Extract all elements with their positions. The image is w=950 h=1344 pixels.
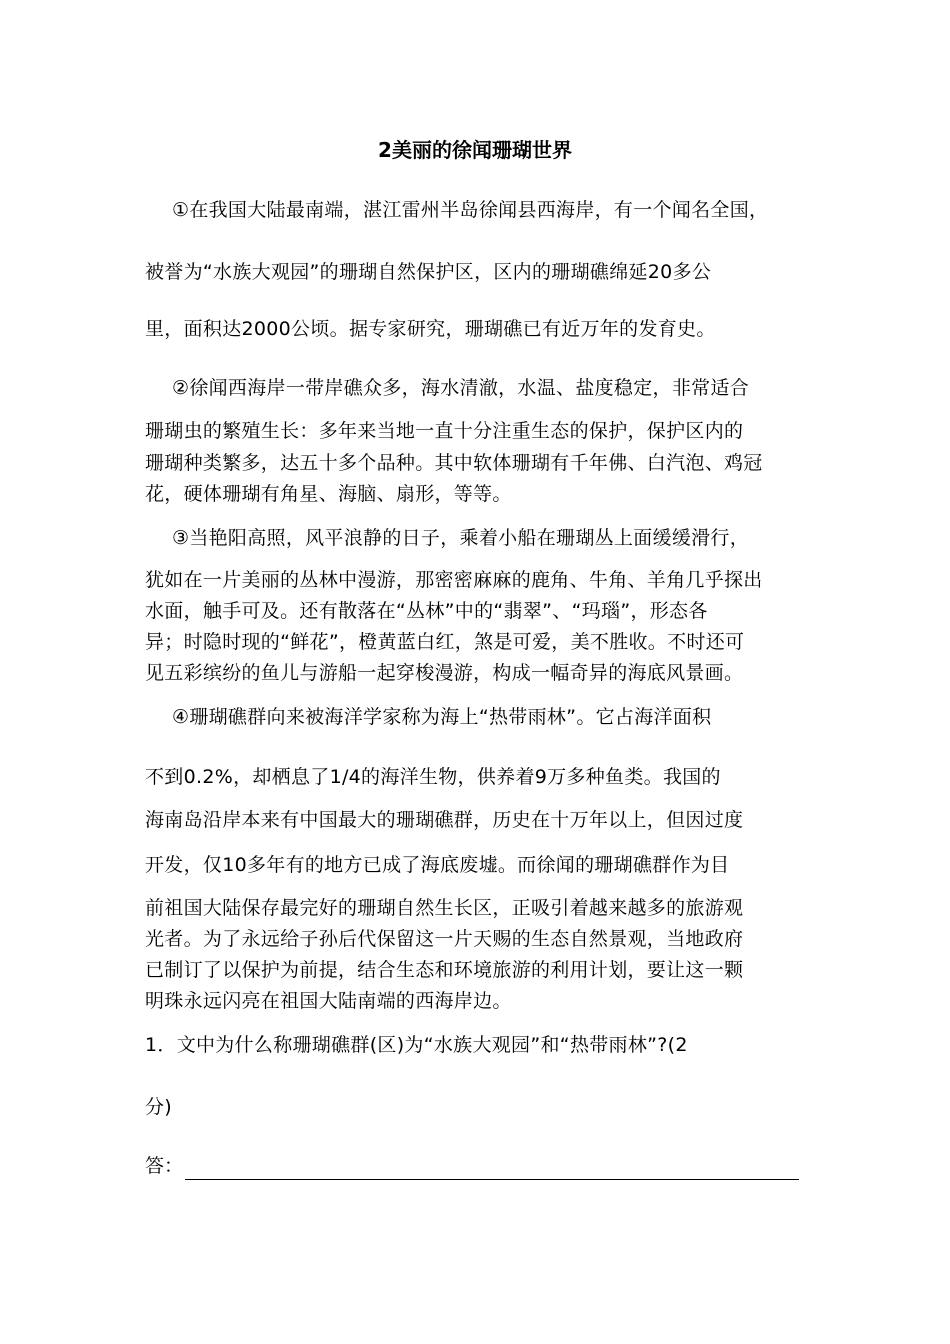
text-line: 已制订了以保护为前提，结合生态和环境旅游的利用计划，要让这一颗 [145, 959, 744, 981]
answer-row [145, 1152, 799, 1180]
answer-blank-line[interactable] [185, 1155, 799, 1180]
question-line: 分) [145, 1096, 173, 1118]
text-line: 光者。为了永远给子孙后代保留这一片天赐的生态自然景观，当地政府 [145, 928, 744, 950]
text-line: 明珠永远闪亮在祖国大陆南端的西海岸边。 [145, 990, 512, 1012]
text-line: 珊瑚虫的繁殖生长：多年来当地一直十分注重生态的保护，保护区内的 [145, 420, 744, 442]
text-line: 水面，触手可及。还有散落在“丛林”中的“翡翠”、“玛瑙”，形态各 [145, 600, 708, 622]
text-line: 花，硬体珊瑚有角星、海脑、扇形，等等。 [145, 483, 512, 505]
text-line: 开发，仅10多年有的地方已成了海底废墟。而徐闻的珊瑚礁群作为目 [145, 854, 730, 876]
text-line: ④珊瑚礁群向来被海洋学家称为海上“热带雨林”。它占海洋面积 [172, 706, 712, 728]
text-line: 不到0.2%，却栖息了1/4的海洋生物，供养着9万多种鱼类。我国的 [145, 766, 721, 788]
text-line: 珊瑚种类繁多，达五十多个品种。其中软体珊瑚有千年佛、白汽泡、鸡冠 [145, 452, 763, 474]
text-line: 海南岛沿岸本来有中国最大的珊瑚礁群，历史在十万年以上，但因过度 [145, 809, 744, 831]
text-line: 见五彩缤纷的鱼儿与游船一起穿梭漫游，构成一幅奇异的海底风景画。 [145, 662, 744, 684]
text-line: ②徐闻西海岸一带岸礁众多，海水清澈，水温、盐度稳定，非常适合 [172, 377, 750, 399]
text-line: 犹如在一片美丽的丛林中漫游，那密密麻麻的鹿角、牛角、羊角几乎探出 [145, 569, 763, 591]
text-line: 异；时隐时现的“鲜花”，橙黄蓝白红，煞是可爱，美不胜收。不时还可 [145, 631, 745, 653]
question-line: 1．文中为什么称珊瑚礁群(区)为“水族大观园”和“热带雨林”?(2 [145, 1034, 688, 1056]
text-line: ①在我国大陆最南端，湛江雷州半岛徐闻县西海岸，有一个闻名全国， [172, 199, 769, 221]
text-line: 前祖国大陆保存最完好的珊瑚自然生长区，正吸引着越来越多的旅游观 [145, 897, 744, 919]
text-line: 被誉为“水族大观园”的珊瑚自然保护区，区内的珊瑚礁绵延20多公 [145, 261, 712, 283]
text-line: ③当艳阳高照，风平浪静的日子，乘着小船在珊瑚丛上面缓缓滑行， [172, 527, 750, 549]
document-title: 2美丽的徐闻珊瑚世界 [378, 138, 572, 162]
answer-label: 答： [145, 1155, 184, 1177]
text-line: 里，面积达2000公顷。据专家研究，珊瑚礁已有近万年的发育史。 [145, 318, 716, 340]
